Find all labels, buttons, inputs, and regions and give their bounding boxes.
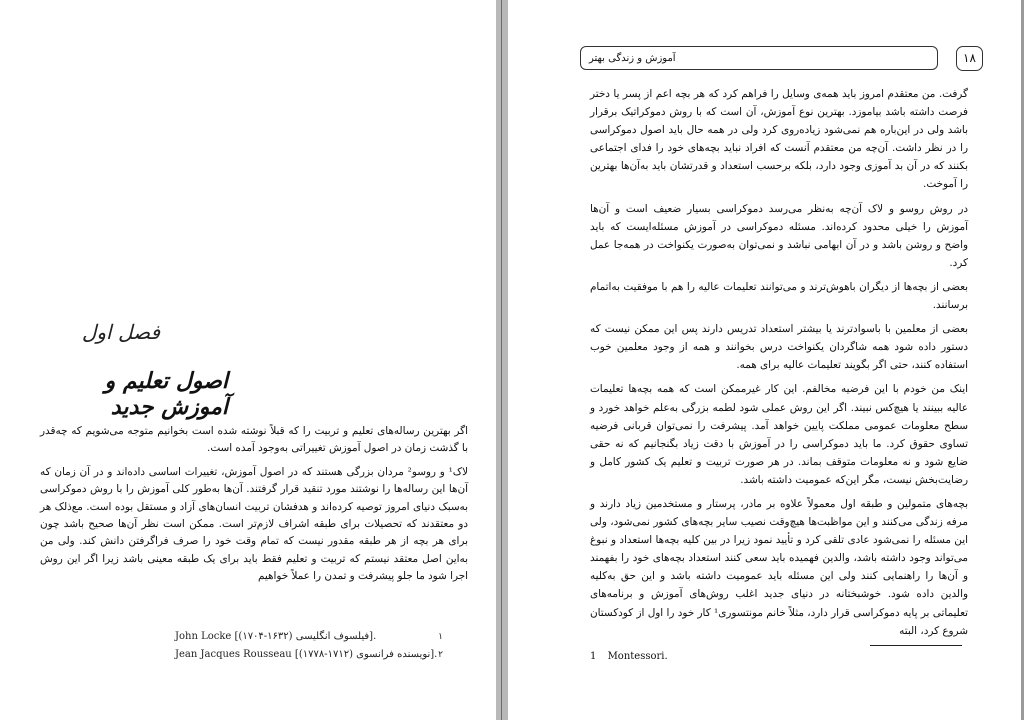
footnote-separator [870, 645, 962, 646]
left-paragraph-2: لاک¹ و روسو² مردان بزرگی هستند که در اصول آموزش، تغییرات اساسی داده‌اند و در آن زمان که آن‌ها این رساله‌ها را نوشتند مورد تنقید قرار گرفتند. آن‌ها به‌طور کلی آموزش را با روش دموکراسی به‌سبک دنیای امروز توصیه کرده‌اند و هدفشان تربیت انسان‌های آزاد و مستقل بوده است. مع‌ذلک هر دو معتقدند که تحصیلات برای طبقه اشراف لازم‌تر است. ممکن است نظر آن‌ها صحیح باشد چون برای هر بچه از هر طبقه مقدور نیست که تمام وقت خود را صرف فراگرفتن دانش کند. ولی من به‌این اصل معتقد نیستم که تربیت و تعلیم فقط باید برای یک طبقه معینی باشد زیرا اگر این روش اجرا شود ما جلو پیشرفت و تمدن را عملاً خواهیم [40, 465, 468, 583]
running-header: آموزش و زندگی بهتر [580, 46, 938, 70]
footnote-2-note: [(۱۷۷۸-۱۷۱۲) نویسنده فرانسوی]. [294, 649, 438, 660]
right-paragraph-6: بچه‌های متمولین و طبقه اول معمولاً علاوه بر مادر، پرستار و مستخدمین زیاد دارند و مرفه زندگی می‌کنند و این مواظبت‌ها هیچ‌وقت نصیب سایر بچه‌های کشور نمی‌شود، ولی این مسئله را نمی‌شود عادی تلقی کرد و تأیید نمود زیرا در بین کلیه بچه‌ها استعداد و نبوغ می‌تواند وجود داشته باشد، والدین فهمیده باید سعی کنند استعداد بچه‌های خود را بفهمند و آن‌ها را راهنمایی کنند ولی این مسئله باید عمومیت داشته باشد و این حق به‌کلیه والدین داده شود. خوشبختانه در دنیای جدید اغلب روش‌های آموزش و برنامه‌های تعلیماتی بر پایه دموکراسی قرار دارد، مثلاً خانم مونتسوری¹ کار خود را اول از کودکستان شروع کرد، البته [590, 497, 969, 637]
right-footnote [590, 650, 668, 664]
left-paragraph-1: اگر بهترین رساله‌های تعلیم و تربیت را که قبلاً نوشته شده است بخوانیم متوجه می‌شویم که چه‌قدر با گذشت زمان در اصول آموزش تغییراتی به‌وجود آمده است. [40, 425, 468, 455]
footnote-2 [175, 646, 443, 664]
right-footnote-number: 1 [590, 651, 597, 662]
chapter-title: اصول تعلیم و آموزش جدید [104, 368, 228, 420]
left-page [0, 0, 496, 720]
left-page-body [40, 423, 468, 592]
right-page-body [590, 85, 968, 646]
page-number: ۱۸ [956, 46, 983, 71]
left-footnotes [175, 628, 443, 664]
footnote-1-number: ۱ [438, 632, 443, 642]
right-paragraph-5: اینک من خودم با این فرضیه مخالفم. این کار غیرممکن است که همه بچه‌ها تعلیمات عالیه ببینند یا هیچ‌کس نبیند. اگر این روش عملی شود لطمه بزرگی به‌علم خواهد خورد و سطح معلومات عمومی مملکت پایین خواهد آمد. پیشرفت را نمی‌توان قربانی فرضیه تساوی حقوق کرد. ما باید دموکراسی را در آموزش با دقت زیاد بگنجانیم که نه حقی ضایع شود و نه معلومات متوقف بماند. در هر صورت تربیت و تعلیم یک کشور کامل و رضایت‌بخش نیست، مگر این‌که عمومیت داشته باشد. [590, 383, 968, 486]
gutter-divider [501, 0, 502, 720]
footnote-1 [175, 628, 443, 646]
right-paragraph-4: بعضی از معلمین با باسوادترند یا بیشتر استعداد تدریس دارند پس این ممکن نیست که دستور داده شود همه شاگردان یکنواخت درس بخوانند و همه از وجود معلمین خوب استفاده کنند، حتی اگر بگویند تعلیمات عالیه برای همه. [590, 323, 968, 372]
page-gutter [496, 0, 508, 720]
chapter-label: فصل اول [81, 320, 160, 344]
right-paragraph-2: در روش روسو و لاک آن‌چه به‌نظر می‌رسد دموکراسی بسیار ضعیف است و آن‌ها آموزش را خیلی محدود کرده‌اند. مسئله دموکراسی در آموزش مسئله‌ایست که باید واضح و روشن باشد و در آن ابهامی نباشد و نمی‌توان به‌صورت یکنواخت در همه‌جا عمل کرد. [590, 202, 968, 269]
right-footnote-text: Montessori. [607, 651, 668, 662]
footnote-2-number: ۲ [438, 650, 443, 660]
right-paragraph-1: گرفت. من معتقدم امروز باید همه‌ی وسایل را فراهم کرد که هر بچه اعم از پسر یا دختر فرصت داشته باشد بیاموزد. بهترین نوع آموزش، آن است که با روش دموکراتیک برقرار باشد ولی در این‌باره هم نمی‌شود زیاده‌روی کرد ولی در همه حال باید اصول دموکراسی را در نظر داشت. آن‌چه من معتقدم آنست که افراد نباید بچه‌های خود را فدای اجتماعی بکنند که در آن بد آموزی وجود دارد، بلکه برحسب استعداد و قدرتشان باید به‌آن‌ها بهترین را آموخت. [590, 88, 968, 191]
right-paragraph-3: بعضی از بچه‌ها از دیگران باهوش‌ترند و می‌توانند تعلیمات عالیه را هم با موفقیت به‌اتمام برسانند. [590, 280, 968, 312]
footnote-1-note: [(۱۷۰۴-۱۶۳۲) فیلسوف انگلیسی]. [234, 631, 377, 642]
footnote-2-name: Jean Jacques Rousseau [175, 649, 292, 660]
footnote-1-name: John Locke [175, 631, 232, 642]
